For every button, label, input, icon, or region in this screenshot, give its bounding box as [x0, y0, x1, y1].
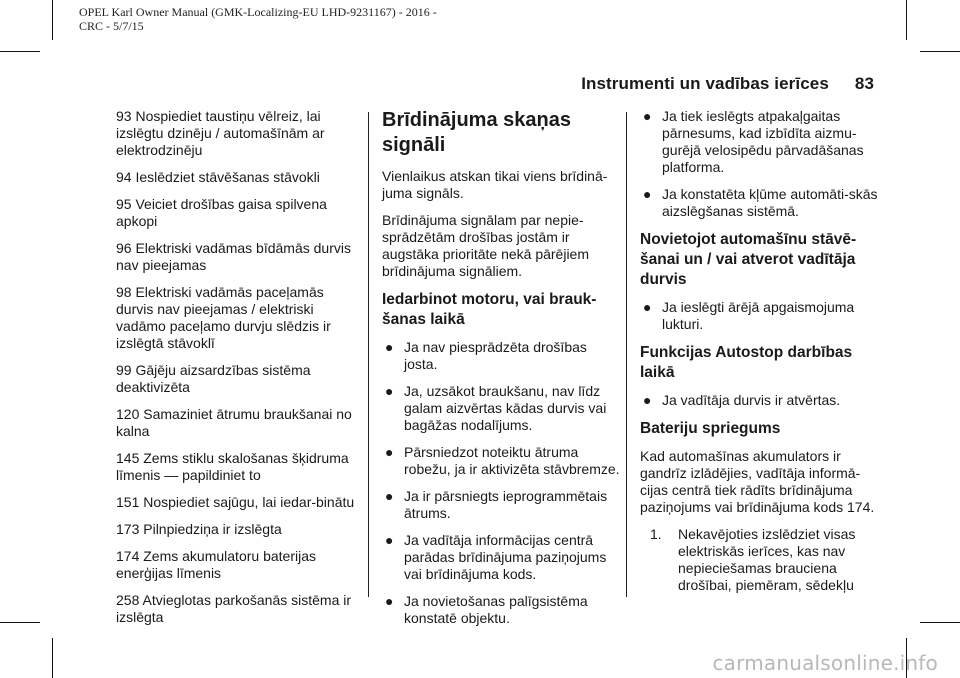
crop-mark: [920, 622, 960, 623]
step-text: Nekavējoties izslēdziet visas elektriskās ierīces, kas nav nepieciešamas brauciena drošībai, piemēram, sēdekļu: [678, 526, 856, 593]
bullet-text: Ja novietošanas palīgsistēma konstatē objektu.: [404, 593, 588, 626]
bullet-item: [382, 444, 622, 478]
crop-mark: [52, 638, 53, 678]
warning-code-item: 96 Elektriski vadāmas bīdāmās durvis nav pieejamas: [116, 240, 351, 273]
document-header-line: OPEL Karl Owner Manual (GMK-Localizing-EU LHD-9231167) - 2016 -: [79, 5, 437, 19]
bullet-dot: ●: [385, 444, 394, 460]
bullet-item: [640, 392, 880, 409]
step-number: 1.: [650, 526, 662, 542]
warning-code-item: 98 Elektriski vadāmās paceļamās durvis nav pieejamas / elektriski vadāmo paceļamo durvju slēdzis ir izslēgtā stāvoklī: [116, 284, 331, 351]
bullet-text: Pārsniedzot noteiktu ātruma robežu, ja ir aktivizēta stāvbremze.: [404, 444, 620, 477]
column-continued: [640, 108, 880, 602]
column-warning-chimes: [382, 108, 622, 637]
paragraph: Vienlaikus atskan tikai viens brīdinā-juma signāls.: [382, 168, 608, 201]
bullet-text: Ja ir pārsniegts ieprogrammētais ātrums.: [404, 488, 608, 521]
bullet-text: Ja ieslēgti ārējā apgaismojuma lukturi.: [662, 299, 855, 332]
bullet-dot: ●: [385, 383, 394, 399]
bullet-dot: ●: [385, 488, 394, 504]
section-title: Instrumenti un vadības ierīces: [581, 74, 829, 93]
bullet-text: Ja nav piesprādzēta drošības josta.: [404, 339, 587, 372]
numbered-step: [650, 526, 880, 594]
warning-code-item: 173 Pilnpiedziņa ir izslēgta: [116, 521, 282, 537]
crop-mark: [0, 51, 40, 52]
warning-code-item: 120 Samaziniet ātrumu braukšanai no kalna: [116, 406, 352, 439]
document-header: [79, 5, 437, 33]
paragraph: Brīdinājuma signālam par nepie-sprādzētām drošības jostām ir augstāka prioritāte nekā pārējiem brīdinājuma signāliem.: [382, 212, 590, 279]
warning-code-item: 95 Veiciet drošības gaisa spilvena apkopi: [116, 196, 327, 229]
subsection-heading: Funkcijas Autostop darbības laikā: [640, 344, 853, 381]
warning-code-item: 174 Zems akumulatoru baterijas enerģijas līmenis: [116, 548, 316, 581]
bullet-item: [640, 299, 880, 333]
bullet-item: [640, 186, 880, 220]
crop-mark: [52, 0, 53, 40]
warning-code-item: 93 Nospiediet taustiņu vēlreiz, lai izslēgtu dzinēju / automašīnām ar elektrodzinēju: [116, 108, 325, 158]
bullet-dot: ●: [643, 108, 652, 124]
bullet-item: [382, 339, 622, 373]
crop-mark: [0, 622, 40, 623]
document-header-line: CRC - 5/7/15: [79, 19, 144, 33]
bullet-item: [382, 532, 622, 583]
bullet-text: Ja vadītāja durvis ir atvērtas.: [662, 392, 841, 408]
crop-mark: [920, 51, 960, 52]
warning-code-item: 145 Zems stiklu skalošanas šķidruma līmenis — papildiniet to: [116, 450, 349, 483]
section-heading: Brīdinājuma skaņas signāli: [382, 109, 571, 156]
bullet-dot: ●: [643, 392, 652, 408]
subsection-heading: Bateriju spriegums: [640, 420, 781, 437]
bullet-dot: ●: [385, 532, 394, 548]
bullet-text: Ja vadītāja informācijas centrā parādas brīdinājuma paziņojums vai brīdinājuma kods.: [404, 532, 607, 582]
page-number: 83: [854, 74, 874, 93]
warning-code-item: 151 Nospiediet sajūgu, lai iedar-binātu: [116, 494, 355, 510]
bullet-item: [382, 593, 622, 627]
warning-code-item: 94 Ieslēdziet stāvēšanas stāvokli: [116, 169, 320, 185]
bullet-item: [382, 488, 622, 522]
column-warning-codes: [116, 108, 356, 636]
bullet-dot: ●: [385, 339, 394, 355]
bullet-text: Ja, uzsākot braukšanu, nav līdz galam aizvērtas kādas durvis vai bagāžas nodalījums.: [404, 383, 607, 433]
paragraph: Kad automašīnas akumulators ir gandrīz izlādējies, vadītāja informā-cijas centrā tiek rādīts brīdinājuma paziņojums vai brīdinājuma kods 174.: [640, 448, 875, 515]
warning-code-item: 99 Gājēju aizsardzības sistēma deaktivizēta: [116, 362, 311, 395]
bullet-item: [640, 108, 880, 176]
bullet-dot: ●: [643, 186, 652, 202]
page-heading: [562, 74, 874, 94]
warning-code-item: 258 Atvieglotas parkošanās sistēma ir izslēgta: [116, 592, 352, 625]
bullet-text: Ja tiek ieslēgts atpakaļgaitas pārnesums, kad izbīdīta aizmu-gurējā velosipēdu pārvadāšanas platforma.: [662, 108, 864, 175]
column-divider: [368, 112, 369, 597]
bullet-item: [382, 383, 622, 434]
watermark: carmanualsonline.info: [712, 651, 938, 675]
column-divider: [626, 112, 627, 597]
crop-mark: [906, 0, 907, 40]
bullet-dot: ●: [385, 593, 394, 609]
subsection-heading: Iedarbinot motoru, vai brauk-šanas laikā: [382, 291, 597, 328]
subsection-heading: Novietojot automašīnu stāvē-šanai un / vai atverot vadītāja durvis: [640, 231, 857, 288]
bullet-text: Ja konstatēta kļūme automāti-skās aizslēgšanas sistēmā.: [662, 186, 878, 219]
bullet-dot: ●: [643, 299, 652, 315]
